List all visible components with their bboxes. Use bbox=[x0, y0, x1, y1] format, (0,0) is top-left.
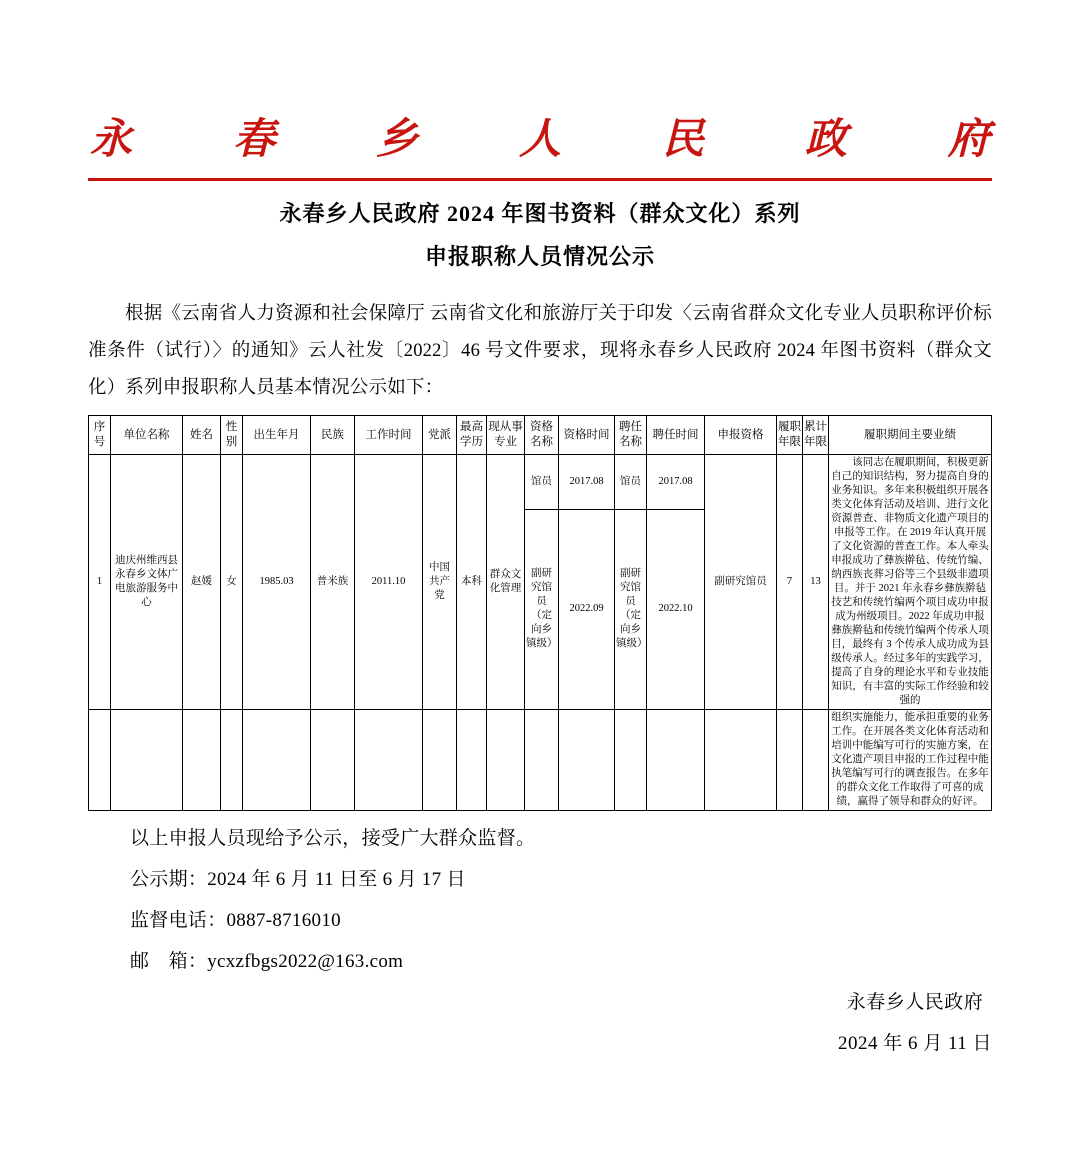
intro-paragraph: 根据《云南省人力资源和社会保障厅 云南省文化和旅游厅关于印发〈云南省群众文化专业人员职称评价标准条件（试行）〉的通知》云人社发〔2022〕46 号文件要求，现将永春乡人民政府 2024 年图书资料（群众文化）系列申报职称人员基本情况公示如下： bbox=[88, 304, 992, 398]
applicant-table bbox=[88, 415, 992, 811]
cell-appt-time-2: 2022.10 bbox=[647, 509, 705, 709]
header-work-time: 工作时间 bbox=[355, 416, 423, 455]
cell-ethnicity: 普米族 bbox=[311, 455, 355, 710]
header-appt-name: 聘任名称 bbox=[615, 416, 647, 455]
cell-name: 赵媛 bbox=[183, 455, 221, 710]
letterhead-char: 府 bbox=[947, 117, 990, 163]
letterhead-title bbox=[88, 116, 992, 164]
cell-qual-time-2: 2022.09 bbox=[559, 509, 615, 709]
cell-birth: 1985.03 bbox=[243, 455, 311, 710]
cell-qual-name-1: 馆员 bbox=[525, 455, 559, 510]
cell-qual-time-1: 2017.08 bbox=[559, 455, 615, 510]
cell-appt-name-1: 馆员 bbox=[615, 455, 647, 510]
signature-org: 永春乡人民政府 bbox=[846, 992, 984, 1013]
header-years-in-post: 履职年限 bbox=[777, 416, 803, 455]
signature-block bbox=[838, 982, 992, 1064]
cell-party-empty bbox=[423, 710, 457, 811]
cell-unit: 迪庆州维西县永春乡文体广电旅游服务中心 bbox=[111, 455, 183, 710]
cell-appt-name-2: 副研究馆员（定向乡镇级） bbox=[615, 509, 647, 709]
header-birth: 出生年月 bbox=[243, 416, 311, 455]
letterhead-char: 乡 bbox=[375, 117, 418, 163]
header-profession: 现从事专业 bbox=[487, 416, 525, 455]
cell-appt-time-1: 2017.08 bbox=[647, 455, 705, 510]
header-qual-name: 资格名称 bbox=[525, 416, 559, 455]
header-years-total: 累计年限 bbox=[803, 416, 829, 455]
letterhead-char: 政 bbox=[804, 117, 847, 163]
letterhead-char: 春 bbox=[232, 117, 275, 163]
header-seq: 序号 bbox=[89, 416, 111, 455]
letterhead-divider bbox=[88, 178, 992, 181]
cell-appt-time-empty bbox=[647, 710, 705, 811]
cell-performance-part-2: 组织实施能力，能承担重要的业务工作。在开展各类文化体育活动和培训中能编写可行的实施方案，在文化遗产项目申报的工作过程中能执笔编写可行的调查报告。在多年的群众文化工作取得了可喜的成绩，赢得了领导和群众的好评。 bbox=[829, 710, 992, 811]
cell-qual-name-2: 副研究馆员（定向乡镇级） bbox=[525, 509, 559, 709]
cell-seq-empty bbox=[89, 710, 111, 811]
letterhead-char: 民 bbox=[661, 117, 704, 163]
cell-birth-empty bbox=[243, 710, 311, 811]
cell-party: 中国共产党 bbox=[423, 455, 457, 710]
supervision-phone: 监督电话：0887-8716010 bbox=[130, 910, 341, 931]
cell-performance-part-1: 该同志在履职期间，积极更新自己的知识结构，努力提高自身的业务知识。多年来积极组织开展各类文化体育活动及培训、进行文化资源普查、非物质文化遗产项目的申报等工作。在 2019 年认真开展了文化资源的普查工作。本人牵头申报成功了彝族擀毡、传统竹编、纳西族丧葬习俗等三个县级非遗项目。并于 2021 年永春乡彝族擀毡技艺和传统竹编两个项目成功申报成为州级项目。2022 年成功申报彝族擀毡和传统竹编两个传承人项目，最终有 3 个传承人成功成为县级传承人。经过多年的实践学习，提高了自身的理论水平和专业技能知识，有丰富的实际工作经验和较强的 bbox=[829, 455, 992, 710]
cell-apply-qual-empty bbox=[705, 710, 777, 811]
header-ethnicity: 民族 bbox=[311, 416, 355, 455]
cell-name-empty bbox=[183, 710, 221, 811]
header-name: 姓名 bbox=[183, 416, 221, 455]
header-qual-time: 资格时间 bbox=[559, 416, 615, 455]
header-education: 最高学历 bbox=[457, 416, 487, 455]
cell-years-in-post-empty bbox=[777, 710, 803, 811]
table-header-row bbox=[89, 416, 992, 455]
cell-ethnicity-empty bbox=[311, 710, 355, 811]
cell-education: 本科 bbox=[457, 455, 487, 710]
cell-years-in-post: 7 bbox=[777, 455, 803, 710]
header-appt-time: 聘任时间 bbox=[647, 416, 705, 455]
public-notice-statement: 以上申报人员现给予公示，接受广大群众监督。 bbox=[130, 828, 536, 849]
cell-years-total-empty bbox=[803, 710, 829, 811]
doc-title-line-2: 申报职称人员情况公示 bbox=[424, 244, 655, 269]
cell-qual-name-empty bbox=[525, 710, 559, 811]
cell-qual-time-empty bbox=[559, 710, 615, 811]
applicant-table-wrapper bbox=[88, 415, 992, 811]
table-row-continuation bbox=[89, 710, 992, 811]
letterhead-char: 人 bbox=[518, 117, 561, 163]
cell-seq: 1 bbox=[89, 455, 111, 710]
cell-profession-empty bbox=[487, 710, 525, 811]
supervision-email: 邮 箱：ycxzfbgs2022@163.com bbox=[130, 951, 404, 972]
header-gender: 性别 bbox=[221, 416, 243, 455]
cell-years-total: 13 bbox=[803, 455, 829, 710]
signature-date: 2024 年 6 月 11 日 bbox=[837, 1033, 992, 1054]
cell-work-time-empty bbox=[355, 710, 423, 811]
cell-gender: 女 bbox=[221, 455, 243, 710]
cell-gender-empty bbox=[221, 710, 243, 811]
cell-apply-qual: 副研究馆员 bbox=[705, 455, 777, 710]
header-party: 党派 bbox=[423, 416, 457, 455]
doc-title-line-1: 永春乡人民政府 2024 年图书资料（群众文化）系列 bbox=[279, 201, 801, 226]
notice-period: 公示期：2024 年 6 月 11 日至 6 月 17 日 bbox=[130, 869, 466, 890]
header-unit: 单位名称 bbox=[111, 416, 183, 455]
letterhead bbox=[88, 116, 992, 181]
header-performance: 履职期间主要业绩 bbox=[829, 416, 992, 455]
cell-appt-name-empty bbox=[615, 710, 647, 811]
letterhead-char: 永 bbox=[90, 117, 133, 163]
cell-profession: 群众文化管理 bbox=[487, 455, 525, 710]
table-row bbox=[89, 455, 992, 510]
cell-work-time: 2011.10 bbox=[355, 455, 423, 710]
page-title bbox=[88, 192, 992, 278]
header-apply-qual: 申报资格 bbox=[705, 416, 777, 455]
cell-education-empty bbox=[457, 710, 487, 811]
footer-notes bbox=[130, 818, 830, 982]
cell-unit-empty bbox=[111, 710, 183, 811]
